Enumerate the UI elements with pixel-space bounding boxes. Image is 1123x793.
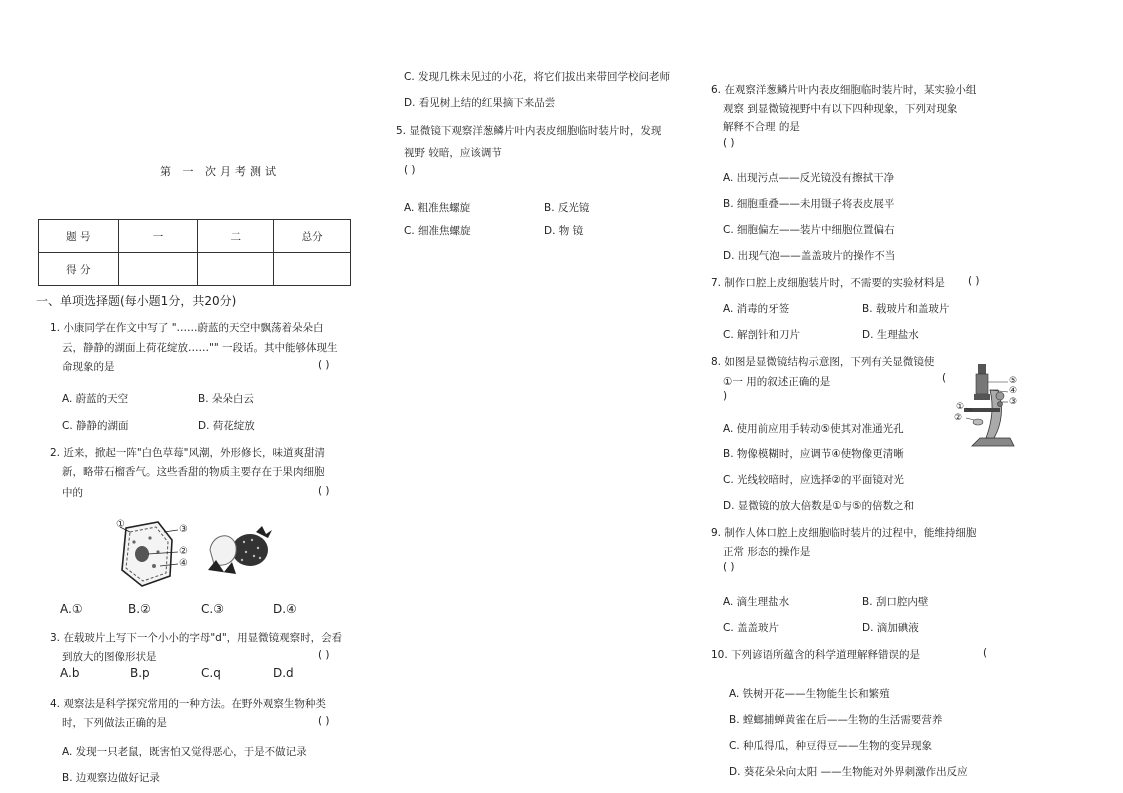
question-8-line: 8. 如图是显微镜结构示意图，下列有关显微镜使 bbox=[711, 356, 935, 368]
option-b: B.p bbox=[130, 666, 150, 680]
option-b: B. 朵朵白云 bbox=[198, 393, 254, 405]
option-a: A. 出现污点——反光镜没有擦拭干净 bbox=[723, 172, 895, 184]
score-table-cell: 总分 bbox=[274, 220, 351, 253]
option-c: C. 细胞偏左——装片中细胞位置偏右 bbox=[723, 224, 895, 236]
question-1-line: 云，静静的湖面上荷花绽放……"" 一段话。其中能够体现生 bbox=[62, 342, 338, 354]
option-a: A. 发现一只老鼠，既害怕又觉得恶心，于是不做记录 bbox=[62, 746, 307, 758]
score-table-cell: 题 号 bbox=[39, 220, 119, 253]
answer-paren: ( ) bbox=[318, 649, 330, 661]
diagram-label: ⑤ bbox=[1009, 376, 1018, 386]
diagram-label: ① bbox=[116, 519, 125, 530]
question-10-line: 10. 下列谚语所蕴含的科学道理解释错误的是 bbox=[711, 649, 921, 661]
answer-paren: ( ) bbox=[318, 359, 330, 371]
question-3-line: 3. 在载玻片上写下一个小小的字母"d"，用显微镜观察时，会看 bbox=[50, 632, 343, 644]
option-d: D. 看见树上结的红果摘下来品尝 bbox=[404, 97, 556, 109]
option-a: A. 粗准焦螺旋 bbox=[404, 202, 471, 214]
option-b: B. 反光镜 bbox=[544, 202, 590, 214]
question-1-line: 命现象的是 bbox=[62, 361, 115, 373]
score-table-cell: 一 bbox=[118, 220, 198, 253]
option-c: C. 发现几株未见过的小花，将它们拔出来带回学校问老师 bbox=[404, 71, 671, 83]
question-4-line: 时，下列做法正确的是 bbox=[62, 717, 167, 729]
option-d: D. 出现气泡——盖盖玻片的操作不当 bbox=[723, 250, 896, 262]
score-table-cell: 二 bbox=[198, 220, 274, 253]
answer-paren: ( ) bbox=[404, 164, 416, 176]
diagram-label: ④ bbox=[1009, 386, 1018, 396]
option-d: D. 葵花朵朵向太阳 ——生物能对外界刺激作出反应 bbox=[729, 766, 968, 778]
option-c: C. 静静的湖面 bbox=[62, 420, 129, 432]
option-b: B. 物像模糊时，应调节④使物像更清晰 bbox=[723, 448, 904, 460]
option-c: C. 盖盖玻片 bbox=[723, 622, 780, 634]
question-4-line: 4. 观察法是科学探究常用的一种方法。在野外观察生物种类 bbox=[50, 698, 326, 710]
option-d: D. 荷花绽放 bbox=[198, 420, 255, 432]
question-2-line: 2. 近来，掀起一阵"白色草莓"风潮，外形修长，味道爽甜清 bbox=[50, 447, 326, 459]
diagram-label: ④ bbox=[179, 558, 188, 569]
question-2-line: 中的 bbox=[62, 487, 83, 499]
diagram-label: ② bbox=[954, 413, 963, 423]
option-c: C.③ bbox=[201, 602, 224, 616]
question-6-line: 6. 在观察洋葱鳞片叶内表皮细胞临时装片时，某实验小组 bbox=[711, 84, 977, 96]
option-c: C.q bbox=[201, 666, 221, 680]
answer-paren: ( ) bbox=[968, 275, 980, 287]
question-5-line: 视野 较暗，应该调节 bbox=[404, 147, 502, 159]
answer-paren: ( ) bbox=[318, 485, 330, 497]
question-9-line: 正常 形态的操作是 bbox=[723, 546, 811, 558]
question-1-line: 1. 小康同学在作文中写了 "……蔚蓝的天空中飘荡着朵朵白 bbox=[50, 322, 324, 334]
option-c: C. 解剖针和刀片 bbox=[723, 329, 801, 341]
score-input-cell bbox=[198, 253, 274, 286]
option-a: A.① bbox=[60, 602, 83, 616]
option-d: D. 显微镜的放大倍数是①与⑤的倍数之和 bbox=[723, 500, 915, 512]
score-table-cell: 得 分 bbox=[39, 253, 119, 286]
option-a: A.b bbox=[60, 666, 80, 680]
answer-paren: ( ) bbox=[318, 715, 330, 727]
option-c: C. 细准焦螺旋 bbox=[404, 225, 471, 237]
answer-paren: ( bbox=[942, 372, 947, 384]
answer-paren: ( bbox=[983, 647, 988, 659]
option-c: C. 光线较暗时，应选择②的平面镜对光 bbox=[723, 474, 904, 486]
question-5-line: 5. 显微镜下观察洋葱鳞片叶内表皮细胞临时装片时，发现 bbox=[396, 125, 662, 137]
option-d: D. 生理盐水 bbox=[862, 329, 919, 341]
question-7-line: 7. 制作口腔上皮细胞装片时，不需要的实验材料是 bbox=[711, 277, 945, 289]
option-b: B. 细胞重叠——未用镊子将表皮展平 bbox=[723, 198, 895, 210]
answer-paren: ) bbox=[723, 390, 728, 402]
score-input-cell bbox=[118, 253, 198, 286]
question-6-line: 观察 到显微镜视野中有以下四种现象，下列对现象 bbox=[723, 103, 958, 115]
option-d: D.d bbox=[273, 666, 294, 680]
option-a: A. 铁树开花——生物能生长和繁殖 bbox=[729, 688, 890, 700]
question-8-line: ①一 用的叙述正确的是 bbox=[723, 376, 831, 388]
score-input-cell bbox=[274, 253, 351, 286]
option-b: B. 刮口腔内壁 bbox=[862, 596, 929, 608]
option-a: A. 蔚蓝的天空 bbox=[62, 393, 129, 405]
score-table bbox=[38, 219, 351, 286]
option-b: B. 载玻片和盖玻片 bbox=[862, 303, 950, 315]
diagram-label: ② bbox=[179, 546, 188, 557]
question-2-line: 新，略带石榴香气。这些香甜的物质主要存在于果肉细胞 bbox=[62, 466, 325, 478]
option-a: A. 使用前应用手转动⑤使其对准通光孔 bbox=[723, 423, 904, 435]
white-strawberry-image bbox=[206, 524, 274, 578]
option-d: D. 滴加碘液 bbox=[862, 622, 919, 634]
answer-paren: ( ) bbox=[723, 137, 735, 149]
page-title: 第 一 次月考测试 bbox=[160, 165, 280, 178]
option-b: B. 边观察边做好记录 bbox=[62, 772, 160, 784]
diagram-label: ③ bbox=[179, 524, 188, 535]
option-b: B. 螳螂捕蝉黄雀在后——生物的生活需要营养 bbox=[729, 714, 943, 726]
option-b: B.② bbox=[128, 602, 151, 616]
diagram-label: ① bbox=[956, 402, 965, 412]
section-heading: 一、单项选择题(每小题1分，共20分) bbox=[36, 294, 237, 308]
option-a: A. 滴生理盐水 bbox=[723, 596, 790, 608]
option-d: D. 物 镜 bbox=[544, 225, 584, 237]
answer-paren: ( ) bbox=[723, 561, 735, 573]
question-3-line: 到放大的图像形状是 bbox=[62, 651, 157, 663]
option-d: D.④ bbox=[273, 602, 297, 616]
diagram-label: ③ bbox=[1009, 397, 1018, 407]
option-a: A. 消毒的牙签 bbox=[723, 303, 790, 315]
option-c: C. 种瓜得瓜，种豆得豆——生物的变异现象 bbox=[729, 740, 933, 752]
question-9-line: 9. 制作人体口腔上皮细胞临时装片的过程中，能维持细胞 bbox=[711, 527, 977, 539]
question-6-line: 解释不合理 的是 bbox=[723, 121, 800, 133]
